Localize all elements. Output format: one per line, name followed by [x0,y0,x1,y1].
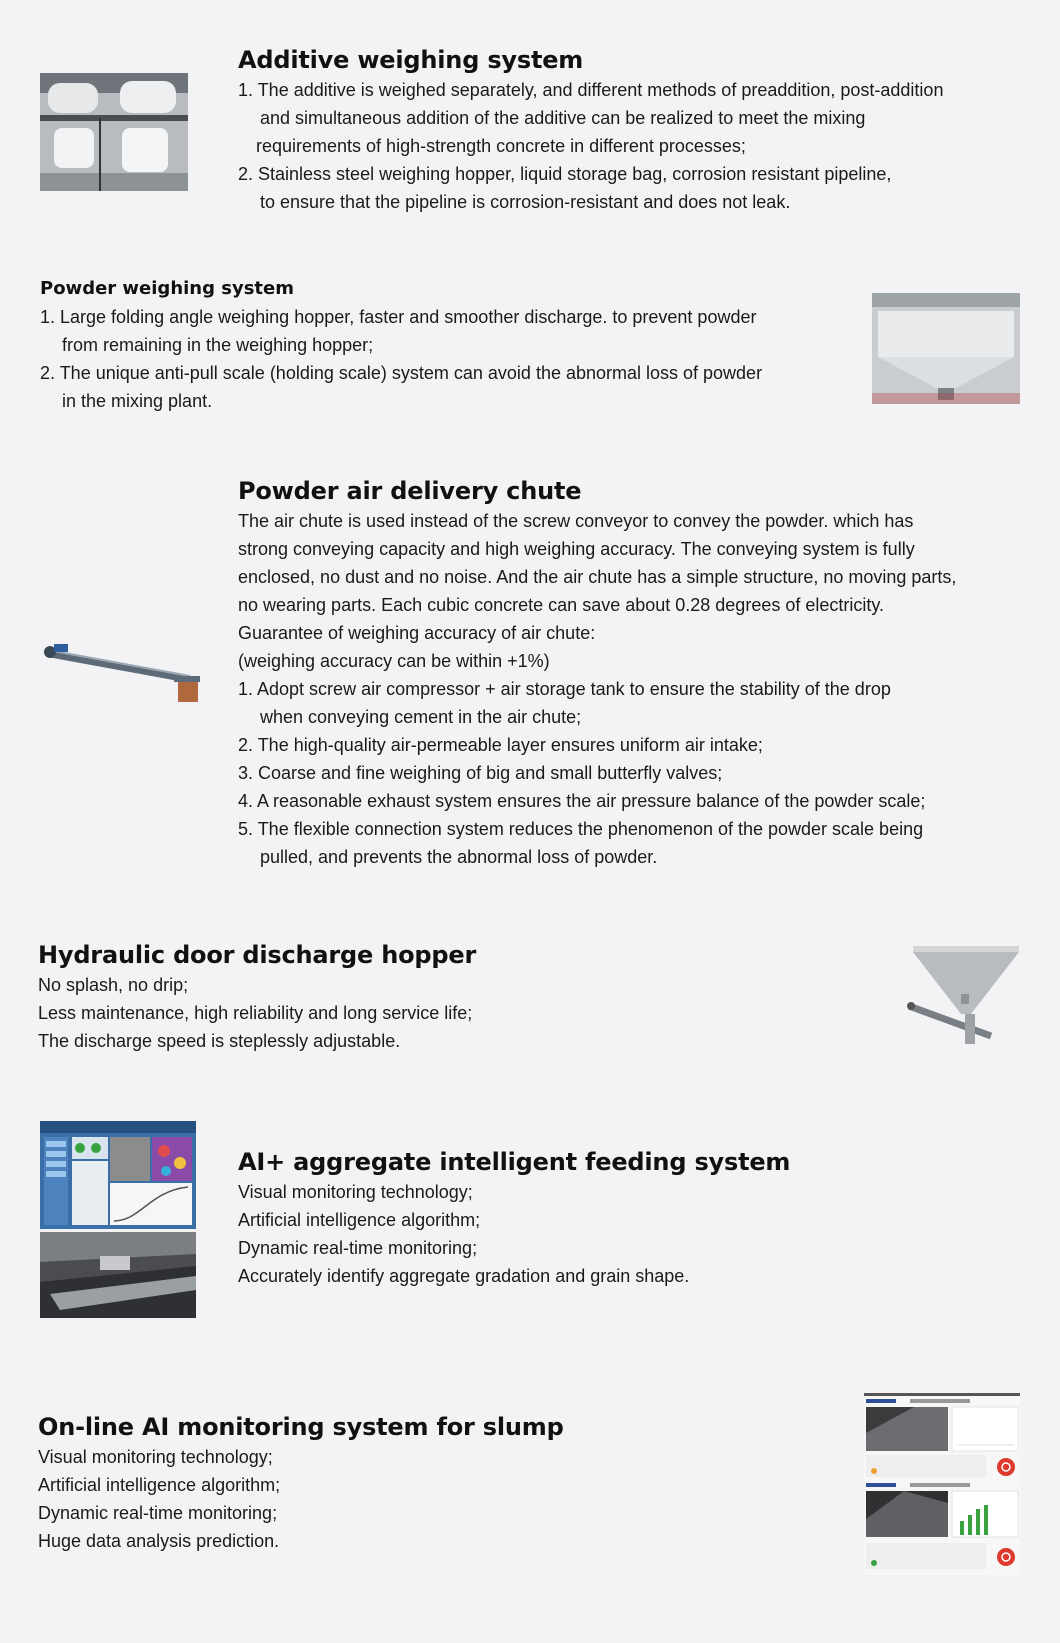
chute-line-7: 1. Adopt screw air compressor + air storage tank to ensure the stability of the drop [238,679,891,699]
ai-feed-line-1: Visual monitoring technology; [238,1182,473,1202]
chute-line-5: Guarantee of weighing accuracy of air chute: [238,623,596,643]
additive-line-1: 1. The additive is weighed separately, and different methods of preaddition, post-addition [238,80,944,100]
chute-line-10: 3. Coarse and fine weighing of big and small butterfly valves; [238,763,723,783]
hopper-line-1: No splash, no drip; [38,975,189,995]
additive-section [238,46,1038,216]
powder-section [40,278,860,415]
slump-title: On-line AI monitoring system for slump [38,1413,564,1441]
slump-line-1: Visual monitoring technology; [38,1447,273,1467]
hopper-line-3: The discharge speed is steplessly adjustable. [38,1031,401,1051]
discharge-hopper-image [905,942,1023,1052]
hopper-line-2: Less maintenance, high reliability and long service life; [38,1003,473,1023]
chute-line-13: pulled, and prevents the abnormal loss of powder. [260,847,658,867]
powder-line-4: in the mixing plant. [62,391,213,411]
ai-feed-title: AI+ aggregate intelligent feeding system [238,1148,791,1176]
chute-title: Powder air delivery chute [238,477,582,505]
slump-monitoring-screenshot [864,1393,1020,1575]
chute-line-12: 5. The flexible connection system reduces the phenomenon of the powder scale being [238,819,924,839]
chute-section [238,477,1038,871]
additive-line-3: requirements of high-strength concrete in different processes; [256,136,746,156]
chute-line-8: when conveying cement in the air chute; [260,707,582,727]
slump-line-4: Huge data analysis prediction. [38,1531,280,1551]
chute-line-2: strong conveying capacity and high weighing accuracy. The conveying system is fully [238,539,915,559]
ai-feed-line-2: Artificial intelligence algorithm; [238,1210,481,1230]
ai-feed-section [238,1148,998,1290]
chute-line-1: The air chute is used instead of the screw conveyor to convey the powder. which has [238,511,914,531]
hopper-section [38,941,738,1055]
chute-line-9: 2. The high-quality air-permeable layer ensures uniform air intake; [238,735,763,755]
chute-line-3: enclosed, no dust and no noise. And the air chute has a simple structure, no moving parts, [238,567,957,587]
powder-hopper-photo [872,293,1020,404]
ai-feeding-screenshot [40,1121,196,1229]
chute-line-4: no wearing parts. Each cubic concrete can save about 0.28 degrees of electricity. [238,595,885,615]
slump-line-3: Dynamic real-time monitoring; [38,1503,278,1523]
slump-section [38,1413,738,1555]
ai-feeding-camera-photo [40,1232,196,1318]
ai-feed-line-4: Accurately identify aggregate gradation and grain shape. [238,1266,690,1286]
powder-line-3: 2. The unique anti-pull scale (holding scale) system can avoid the abnormal loss of powder [40,363,763,383]
additive-line-4: 2. Stainless steel weighing hopper, liquid storage bag, corrosion resistant pipeline, [238,164,892,184]
ai-feed-line-3: Dynamic real-time monitoring; [238,1238,478,1258]
additive-line-2: and simultaneous addition of the additive can be realized to meet the mixing [260,108,866,128]
air-chute-image [40,640,200,706]
additive-line-5: to ensure that the pipeline is corrosion-resistant and does not leak. [260,192,791,212]
chute-line-11: 4. A reasonable exhaust system ensures the air pressure balance of the powder scale; [238,791,926,811]
slump-line-2: Artificial intelligence algorithm; [38,1475,281,1495]
powder-line-2: from remaining in the weighing hopper; [62,335,374,355]
hopper-title: Hydraulic door discharge hopper [38,941,477,969]
additive-weighing-photo [40,73,188,191]
additive-title: Additive weighing system [238,46,584,74]
powder-line-1: 1. Large folding angle weighing hopper, faster and smoother discharge. to prevent powder [40,307,757,327]
chute-line-6: (weighing accuracy can be within +1%) [238,651,550,671]
powder-title: Powder weighing system [40,278,294,299]
